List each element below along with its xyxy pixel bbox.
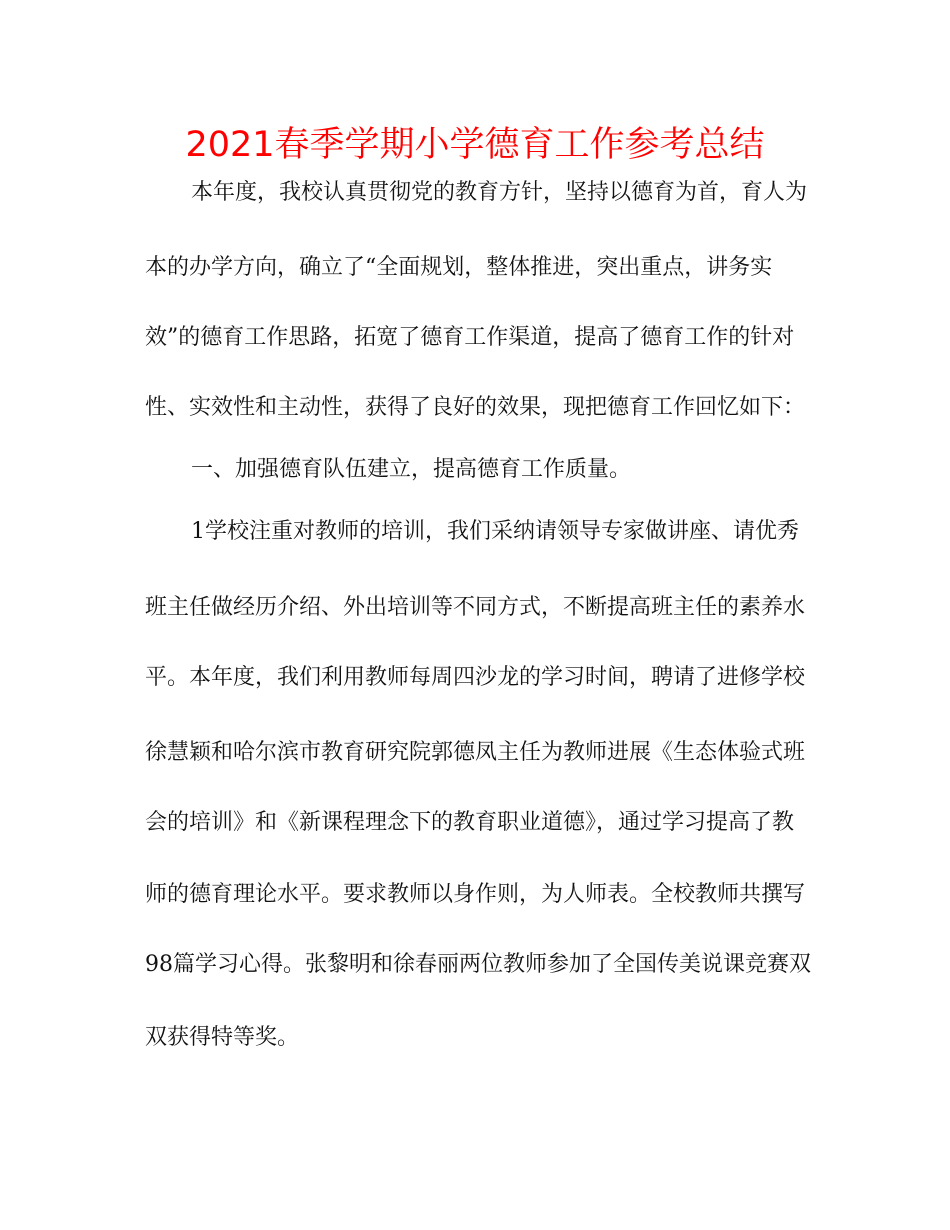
document-title: 2021春季学期小学德育工作参考总结 (185, 125, 765, 165)
paragraph-line: 徐慧颖和哈尔滨市教育研究院郭德凤主任为教师进展《生态体验式班 (145, 740, 806, 765)
paragraph-line: 平。本年度，我们利用教师每周四沙龙的学习时间，聘请了进修学校 (145, 665, 806, 690)
paragraph-line: 1学校注重对教师的培训，我们采纳请领导专家做讲座、请优秀 (191, 519, 799, 544)
paragraph-line: 本年度，我校认真贯彻党的教育方针，坚持以德育为首，育人为 (191, 180, 808, 205)
paragraph-line: 会的培训》和《新课程理念下的教育职业道德》，通过学习提高了教 (145, 810, 795, 835)
paragraph-line: 师的德育理论水平。要求教师以身作则，为人师表。全校教师共撰写 (145, 882, 806, 907)
paragraph-line: 效”的德育工作思路，拓宽了德育工作渠道，提高了德育工作的针对 (145, 325, 795, 350)
paragraph-line: 性、实效性和主动性，获得了良好的效果，现把德育工作回忆如下： (145, 395, 806, 420)
paragraph-line: 98篇学习心得。张黎明和徐春丽两位教师参加了全国传美说课竞赛双 (145, 952, 811, 977)
paragraph-line: 双获得特等奖。 (145, 1025, 300, 1050)
section-heading: 一、加强德育队伍建立，提高德育工作质量。 (191, 457, 632, 482)
paragraph-line: 班主任做经历介绍、外出培训等不同方式，不断提高班主任的素养水 (145, 595, 806, 620)
paragraph-line: 本的办学方向，确立了“全面规划，整体推进，突出重点，讲务实 (145, 255, 773, 280)
